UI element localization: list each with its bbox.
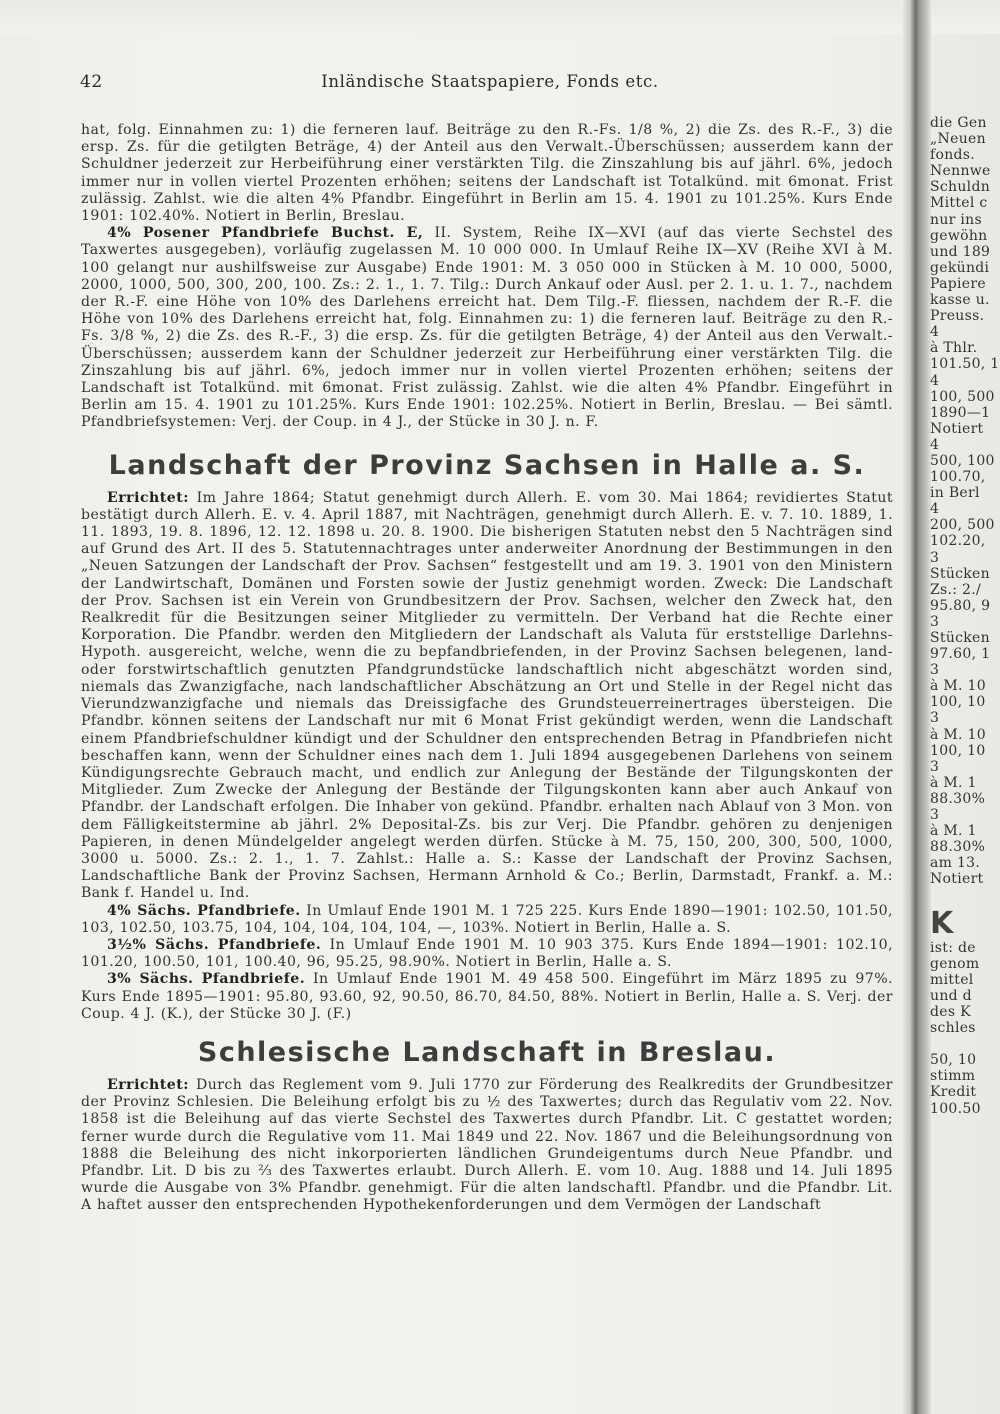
scan-top-edge <box>0 0 1000 34</box>
side-line-fragment: Zs.: 2./ <box>930 581 982 598</box>
paragraph-lead: Errichtet: <box>107 489 189 506</box>
side-line-fragment: 102.20, <box>930 533 986 550</box>
side-line-fragment: 3 <box>930 662 940 679</box>
side-line-fragment: ist: de <box>930 939 976 956</box>
side-heading-fragment: K <box>930 905 954 941</box>
side-line-fragment: à M. 10 <box>930 678 986 695</box>
paragraph-text: II. System, Reihe IX—XVI (auf das vierte Sechstel des Taxwertes ausgegeben), vorläufig zugelassen M. 10 000 000. In Umlauf Reihe IX—XV (Reihe XVI à M. 100 gelangt nur aushilfsweise zur Ausgabe) Ende 1901: M. 3 050 000 in Stücken à M. 10 000, 5000, 2000, 1000, 500, 300, 200, 100. Zs.: 2. 1., 1. 7. Tilg.: Durch Ankauf oder Ausl. per 2. 1. u. 1. 7., nachdem der R.-F. eine Höhe von 10% des Darlehens erreicht hat. Dem Tilg.-F. fliessen, nachdem der R.-F. die Höhe von 10% des Darlehens erreicht hat, folg. Einnahmen zu: 1) die ferneren lauf. Beiträge zu den R.-Fs. 3/8 %, 2) die Zs. des R.-F., 3) die ersp. Zs. für die getilgten Beträge, 4) der Anteil aus den Verwalt.-Überschüssen; ausserdem kann der Schuldner jederzeit zur Herbeiführung einer verstärkten Tilg. die Zinszahlung bis auf jährl. 6%, jedoch immer nur in vollen viertel Prozenten erhöhen; seitens der Landschaft ist Totalkünd. mit 6monat. Frist zulässig. Zahlst. wie die alten 4% Pfandbr. Eingeführt in Berlin am 15. 4. 1901 zu 101.25%. Kurs Ende 1901: 102.25%. Notiert in Berlin, Breslau. — Bei sämtl. Pfandbriefsystemen: Verj. der Coup. in 4 J., der Stücke in 30 J. n. F. <box>81 225 893 431</box>
side-line-fragment: Mittel c <box>930 195 988 212</box>
side-line-fragment: am 13. <box>930 855 981 872</box>
side-line-fragment: Kredit <box>930 1084 977 1101</box>
side-line-fragment: Stücken <box>930 565 990 582</box>
paragraph-lead: 4% Posener Pfandbriefe Buchst. E, <box>107 225 424 242</box>
side-line-fragment: 100.70, <box>930 469 986 486</box>
side-line-fragment: à M. 1 <box>930 774 977 791</box>
side-line-fragment: 100, 10 <box>930 742 986 759</box>
side-line-fragment: und d <box>930 987 972 1004</box>
side-line-fragment: mittel <box>930 971 974 988</box>
side-gap <box>930 888 1000 904</box>
side-line-fragment: 97.60, 1 <box>930 646 991 663</box>
paragraph-text: Im Jahre 1864; Statut genehmigt durch Allerh. E. vom 30. Mai 1864; revidiertes Statut bestätigt durch Allerh. E. v. 4. April 1887, mit Nachträgen, genehmigt durch Allerh. E. v. 7. 10. 1889, 1. 11. 1893, 19. 8. 1896, 12. 12. 1898 u. 20. 8. 1900. Die bisherigen Statuten nebst den 5 Nachträgen sind auf Grund des Art. II des 5. Statutennachtrages unter anderweiter Anordnung der Bestimmungen in den „Neuen Satzungen der Landschaft der Prov. Sachsen“ festgestellt und am 19. 3. 1901 von den Ministern der Landwirtschaft, Domänen und Forsten sowie der Justiz genehmigt worden. Zweck: Die Landschaft der Prov. Sachsen ist ein Verein von Grundbesitzern der Prov. Sachsen, welcher den Zweck hat, den Realkredit für die Besitzungen seiner Mitglieder zu vermitteln. Der Verband hat die Rechte einer Korporation. Die Pfandbr. werden den Mitgliedern der Landschaft als Valuta für erststellige Darlehns-Hypoth. ausgereicht, welche, wenn die zu bepfandbriefenden, in der Provinz Sachsen belegenen, land- oder forstwirtschaftlich genutzten Pfandgrundstücke landschaftlich nicht abgeschätzt worden sind, niemals das Zwanzigfache, nach landschaftlicher Abschätzung an Ort und Stelle in der Regel nicht das Vierundzwanzigfache und niemals das Dreissigfache des Grundsteuerreinertrages übersteigen. Die Pfandbr. können seitens der Landschaft nur mit 6 Monat Frist gekündigt werden, wenn die Landschaft einem Pfandbriefschuldner kündigt und der Schuldner den entsprechenden Betrag in Pfandbriefen nicht beschaffen kann, wenn der Schuldner eines nach dem 1. Juli 1894 ausgegebenen Darlehens von seinem Kündigungsrechte Gebrauch macht, und endlich zur Anlegung der Bestände der Tilgungskonten der Mitglieder. Zum Zwecke der Anlegung der Bestände der Tilgungskonten kann aber auch Ankauf von Pfandbr. der Landschaft erfolgen. Die Inhaber von gekünd. Pfandbr. erhalten nach Ablauf von 3 Mon. von dem Fälligkeitstermine ab jährl. 2% Deposital-Zs. bis zur Verj. Die Pfandbr. gehören zu denjenigen Papieren, in denen Mündelgelder angelegt werden dürfen. Stücke à M. 75, 150, 200, 300, 500, 1000, 3000 u. 5000. Zs.: 2. 1., 1. 7. Zahlst.: Halle a. S.: Kasse der Landschaft der Provinz Sachsen, Landschaftliche Bank der Provinz Sachsen, Hermann Arnhold & Co.; Berlin, Darmstadt, Frankf. a. M.: Bank f. Handel u. Ind. <box>81 489 894 902</box>
side-line-fragment: 100, 10 <box>930 694 986 711</box>
paragraph <box>81 225 893 431</box>
side-line-fragment: à Thlr. <box>930 340 978 357</box>
side-line-fragment: Preuss. <box>930 308 985 325</box>
paragraph-text: In Umlauf Ende 1901 M. 1 725 225. Kurs Ende 1890—1901: 102.50, 101.50, 103, 102.50, 103.75, 104, 104, 104, 104, 104, —, 103%. Notiert in Berlin, Halle a. S. <box>81 902 893 936</box>
side-line-fragment: Papiere <box>930 275 986 292</box>
side-line-fragment: 101.50, 1 <box>930 356 1000 373</box>
paragraph-lead: 4% Sächs. Pfandbriefe. <box>107 902 301 919</box>
side-line-fragment: genom <box>930 955 980 972</box>
side-line-fragment: 50, 10 <box>930 1052 977 1069</box>
side-line-fragment: „Neuen <box>930 131 986 148</box>
paragraph-lead: 3% Sächs. Pfandbriefe. <box>107 971 306 988</box>
side-line-fragment: gekündi <box>930 259 990 276</box>
page-header <box>80 72 900 94</box>
side-line-fragment: 3 <box>930 807 940 824</box>
side-line-fragment: 3 <box>930 710 940 727</box>
main-text-column <box>81 122 893 1215</box>
side-line-fragment: die Gen <box>930 115 987 131</box>
paragraph-text: In Umlauf Ende 1901 M. 49 458 500. Eingeführt im März 1895 zu 97%. Kurs Ende 1895—1901: 95.80, 93.60, 92, 90.50, 86.70, 84.50, 88%. Notiert in Berlin, Halle a. S. Verj. der Coup. 4 J. (K.), der Stücke 30 J. (F.) <box>81 971 893 1022</box>
side-line-fragment: 88.30% <box>930 790 986 807</box>
adjacent-page-column <box>930 115 1000 1117</box>
side-gap <box>930 1036 1000 1052</box>
side-line-fragment: Notiert <box>930 871 984 888</box>
paragraph-text: hat, folg. Einnahmen zu: 1) die ferneren lauf. Beiträge zu den R.-Fs. 1/8 %, 2) die Zs. des R.-F., 3) die ersp. Zs. für die getilgten Beträge, 4) der Anteil aus den Verwalt.-Überschüssen; ausserdem kann der Schuldner jederzeit zur Herbeiführung einer verstärkten Tilg. die Zinszahlung bis auf jährl. 6%, jedoch immer nur in vollen viertel Prozenten erhöhen; seitens der Landschaft ist Totalkünd. mit 6monat. Frist zulässig. Zahlst. wie die alten 4% Pfandbr. Eingeführt in Berlin am 15. 4. 1901 zu 101.25%. Kurs Ende 1901: 102.40%. Notiert in Berlin, Breslau. <box>81 122 893 225</box>
side-line-fragment: Stücken <box>930 630 990 646</box>
paragraph <box>81 122 893 225</box>
side-line-fragment: in Berl <box>930 485 980 502</box>
paragraph <box>81 1077 893 1215</box>
running-head: Inländische Staatspapiere, Fonds etc. <box>321 72 659 91</box>
side-line-fragment: à M. 1 <box>930 823 977 840</box>
side-line-fragment: 100.50 <box>930 1100 981 1117</box>
side-line-fragment: nur ins <box>930 211 982 228</box>
section-title: Landschaft der Provinz Sachsen in Halle a. S. <box>108 449 866 481</box>
side-line-fragment: Nennwe <box>930 163 991 180</box>
side-line-fragment: 200, 500 <box>930 517 995 534</box>
paragraph <box>81 490 893 903</box>
paragraph <box>81 971 893 1023</box>
side-line-fragment: kasse u. <box>930 292 990 309</box>
side-line-fragment: à M. 10 <box>930 726 986 743</box>
side-line-fragment: 100, 500 <box>930 388 995 405</box>
side-line-fragment: Schuldn <box>930 179 991 196</box>
paragraph-text: In Umlauf Ende 1901 M. 10 903 375. Kurs Ende 1894—1901: 102.10, 101.20, 100.50, 101, 100.40, 96, 95.25, 98.90%. Notiert in Berlin, Halle a. S. <box>81 936 894 971</box>
side-line-fragment: 3 <box>930 613 940 630</box>
side-line-fragment: 3 <box>930 758 940 775</box>
side-line-fragment: 4 <box>930 436 940 453</box>
paragraph <box>81 903 893 937</box>
side-line-fragment: 4 <box>930 372 940 389</box>
side-line-fragment: 1890—1 <box>930 404 991 421</box>
section-title: Schlesische Landschaft in Breslau. <box>197 1036 777 1068</box>
side-line-fragment: Notiert <box>930 420 984 437</box>
side-line-fragment: 4 <box>930 501 940 518</box>
paragraph-lead: 3½% Sächs. Pfandbriefe. <box>107 936 322 953</box>
side-line-fragment: und 189 <box>930 243 991 260</box>
paragraph <box>81 937 893 971</box>
paragraph-text: Durch das Reglement vom 9. Juli 1770 zur Förderung des Realkredits der Grundbesitzer der Provinz Schlesien. Die Beleihung erfolgt bis zu ½ des Taxwertes; durch das Regulativ vom 22. Nov. 1858 ist die Beleihung auf das vierte Sechstel des Taxwertes durch Pfandbr. Lit. C gestattet worden; ferner wurde durch die Regulative vom 11. Mai 1849 und 22. Nov. 1867 und die Beleihungsordnung von 1888 die Beleihung des nicht inkorporierten ländlichen Grundeigentums durch Neue Pfandbr. und Pfandbr. Lit. D bis zu ⅔ des Taxwertes erlaubt. Durch Allerh. E. vom 10. Aug. 1888 und 14. Juli 1895 wurde die Ausgabe von 3% Pfandbr. genehmigt. Für die alten landschaftl. Pfandbr. und die Pfandbr. Lit. A haftet ausser den entsprechenden Hypothekenforderungen und dem Vermögen der Landschaft <box>81 1076 893 1214</box>
side-line-fragment: stimm <box>930 1068 976 1085</box>
side-line-fragment: 95.80, 9 <box>930 597 991 614</box>
side-line-fragment: schles <box>930 1020 976 1037</box>
paragraph-lead: Errichtet: <box>107 1076 189 1093</box>
side-line-fragment: des K <box>930 1003 971 1020</box>
side-line-fragment: 88.30% <box>930 839 986 856</box>
side-line-fragment: 3 <box>930 549 940 566</box>
page-number: 42 <box>80 72 103 92</box>
side-line-fragment: 500, 100 <box>930 452 995 469</box>
side-line-fragment: fonds. <box>930 147 976 164</box>
side-line-fragment: 4 <box>930 324 940 341</box>
side-line-fragment: gewöhn <box>930 227 988 244</box>
book-gutter-shadow <box>901 0 931 1414</box>
